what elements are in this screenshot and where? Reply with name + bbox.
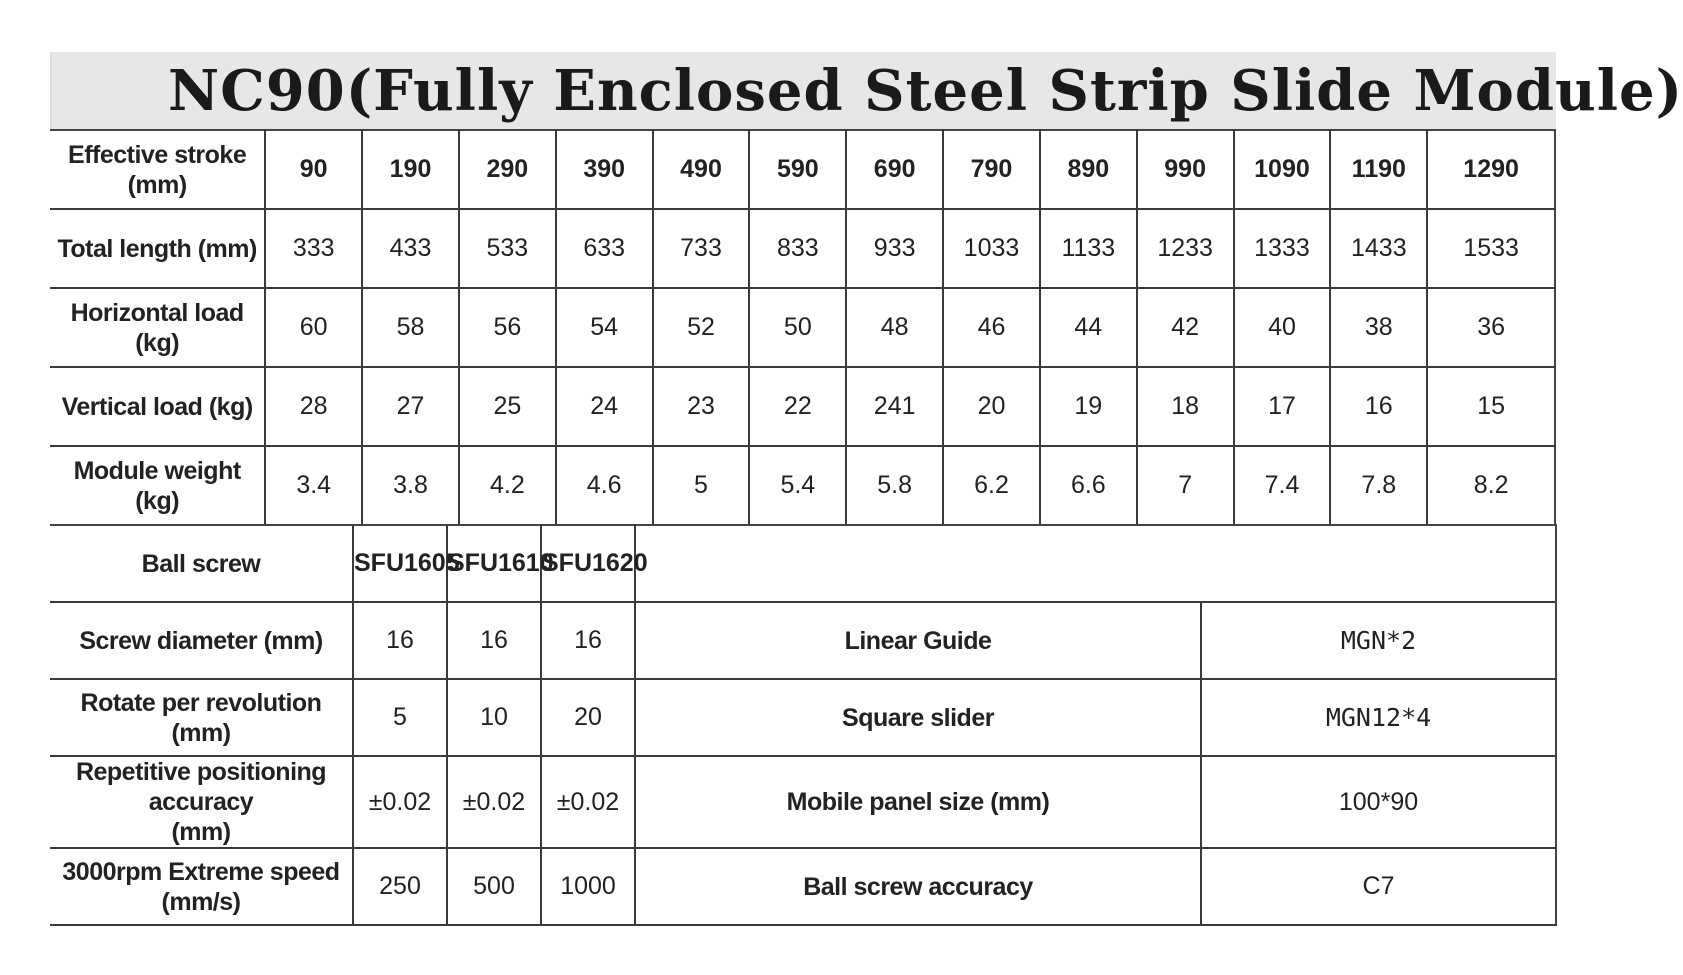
table-cell: 1133: [1040, 209, 1137, 288]
stroke-cell: 390: [556, 130, 653, 209]
table-cell: SFU1610: [447, 525, 541, 602]
table-cell: 15: [1427, 367, 1555, 446]
table-cell: 4.2: [459, 446, 556, 525]
table-cell: 1533: [1427, 209, 1555, 288]
page-title: NC90(Fully Enclosed Steel Strip Slide Module): [168, 57, 1683, 124]
row-label: Screw diameter (mm): [50, 602, 353, 679]
table-cell: 241: [846, 367, 943, 446]
table-cell: 7.8: [1330, 446, 1427, 525]
table-cell: 5.8: [846, 446, 943, 525]
row-rotate-per-revolution: [50, 679, 1556, 756]
table-cell: 18: [1137, 367, 1234, 446]
table-cell: 38: [1330, 288, 1427, 367]
spec-value: C7: [1201, 848, 1556, 925]
spec-table-lower: [50, 524, 1557, 926]
spec-label: Ball screw accuracy: [635, 848, 1201, 925]
table-cell: 58: [362, 288, 459, 367]
table-cell: 42: [1137, 288, 1234, 367]
table-cell: 6.2: [943, 446, 1040, 525]
row-module-weight: [50, 446, 1555, 525]
table-cell: 16: [353, 602, 447, 679]
spec-label: Linear Guide: [635, 602, 1201, 679]
row-vertical-load: [50, 367, 1555, 446]
row-label-line: 3000rpm Extreme speed: [62, 857, 340, 886]
row-horizontal-load: [50, 288, 1555, 367]
row-label: Vertical load (kg): [50, 367, 265, 446]
stroke-cell: 190: [362, 130, 459, 209]
row-label: [50, 848, 353, 925]
row-label: Total length (mm): [50, 209, 265, 288]
spec-sheet: [50, 52, 1683, 926]
stroke-cell: 290: [459, 130, 556, 209]
table-cell: 28: [265, 367, 362, 446]
row-label: [50, 756, 353, 848]
table-cell: 50: [749, 288, 846, 367]
table-cell: 3.4: [265, 446, 362, 525]
table-cell: 500: [447, 848, 541, 925]
row-label: Horizontal load (kg): [50, 288, 265, 367]
table-cell: 1000: [541, 848, 635, 925]
table-cell: 20: [943, 367, 1040, 446]
row-total-length: [50, 209, 1555, 288]
spec-value: MGN*2: [1201, 602, 1556, 679]
row-label: Ball screw: [50, 525, 353, 602]
row-label: Effective stroke (mm): [50, 130, 265, 209]
spec-value: 100*90: [1201, 756, 1556, 848]
table-cell: 27: [362, 367, 459, 446]
table-cell: 433: [362, 209, 459, 288]
spec-label: Mobile panel size (mm): [635, 756, 1201, 848]
table-cell: 933: [846, 209, 943, 288]
table-cell: 833: [749, 209, 846, 288]
table-cell: 5: [653, 446, 750, 525]
table-cell: 1433: [1330, 209, 1427, 288]
table-cell: 19: [1040, 367, 1137, 446]
table-cell: 40: [1234, 288, 1331, 367]
row-repetitive-accuracy: [50, 756, 1556, 848]
table-cell: 16: [1330, 367, 1427, 446]
table-cell: ±0.02: [541, 756, 635, 848]
table-cell: 36: [1427, 288, 1555, 367]
table-cell: 24: [556, 367, 653, 446]
row-effective-stroke: [50, 130, 1555, 209]
table-cell: 250: [353, 848, 447, 925]
table-cell: 22: [749, 367, 846, 446]
blank-cell: [635, 525, 1556, 602]
stroke-cell: 490: [653, 130, 750, 209]
table-cell: 48: [846, 288, 943, 367]
row-label: Rotate per revolution (mm): [50, 679, 353, 756]
spec-value: MGN12*4: [1201, 679, 1556, 756]
stroke-cell: 590: [749, 130, 846, 209]
table-cell: 4.6: [556, 446, 653, 525]
table-cell: 1333: [1234, 209, 1331, 288]
table-cell: 1033: [943, 209, 1040, 288]
table-cell: 733: [653, 209, 750, 288]
table-cell: 25: [459, 367, 556, 446]
stroke-cell: 1190: [1330, 130, 1427, 209]
table-cell: 60: [265, 288, 362, 367]
table-cell: 5: [353, 679, 447, 756]
table-cell: 52: [653, 288, 750, 367]
table-cell: 8.2: [1427, 446, 1555, 525]
table-cell: ±0.02: [353, 756, 447, 848]
table-cell: 10: [447, 679, 541, 756]
stroke-cell: 90: [265, 130, 362, 209]
table-cell: 23: [653, 367, 750, 446]
spec-label: Square slider: [635, 679, 1201, 756]
spec-table: [50, 129, 1556, 526]
table-cell: ±0.02: [447, 756, 541, 848]
row-label-line: (mm): [171, 818, 231, 846]
table-cell: 16: [541, 602, 635, 679]
table-cell: 333: [265, 209, 362, 288]
table-cell: 54: [556, 288, 653, 367]
table-cell: 5.4: [749, 446, 846, 525]
table-cell: 44: [1040, 288, 1137, 367]
table-cell: SFU1620: [541, 525, 635, 602]
table-cell: 1233: [1137, 209, 1234, 288]
row-label: Module weight (kg): [50, 446, 265, 525]
table-cell: 17: [1234, 367, 1331, 446]
stroke-cell: 1090: [1234, 130, 1331, 209]
row-label-line: (mm/s): [161, 887, 241, 916]
row-label-line: Repetitive positioning accuracy: [75, 758, 327, 816]
stroke-cell: 1290: [1427, 130, 1555, 209]
row-screw-diameter: [50, 602, 1556, 679]
stroke-cell: 690: [846, 130, 943, 209]
table-cell: 633: [556, 209, 653, 288]
title-band: [50, 52, 1683, 129]
table-cell: SFU1605: [353, 525, 447, 602]
stroke-cell: 990: [1137, 130, 1234, 209]
table-cell: 3.8: [362, 446, 459, 525]
table-cell: 533: [459, 209, 556, 288]
table-cell: 46: [943, 288, 1040, 367]
table-cell: 16: [447, 602, 541, 679]
row-ball-screw: [50, 525, 1556, 602]
row-extreme-speed: [50, 848, 1556, 925]
table-cell: 56: [459, 288, 556, 367]
stroke-cell: 790: [943, 130, 1040, 209]
table-cell: 20: [541, 679, 635, 756]
stroke-cell: 890: [1040, 130, 1137, 209]
table-cell: 7: [1137, 446, 1234, 525]
table-cell: 7.4: [1234, 446, 1331, 525]
table-cell: 6.6: [1040, 446, 1137, 525]
